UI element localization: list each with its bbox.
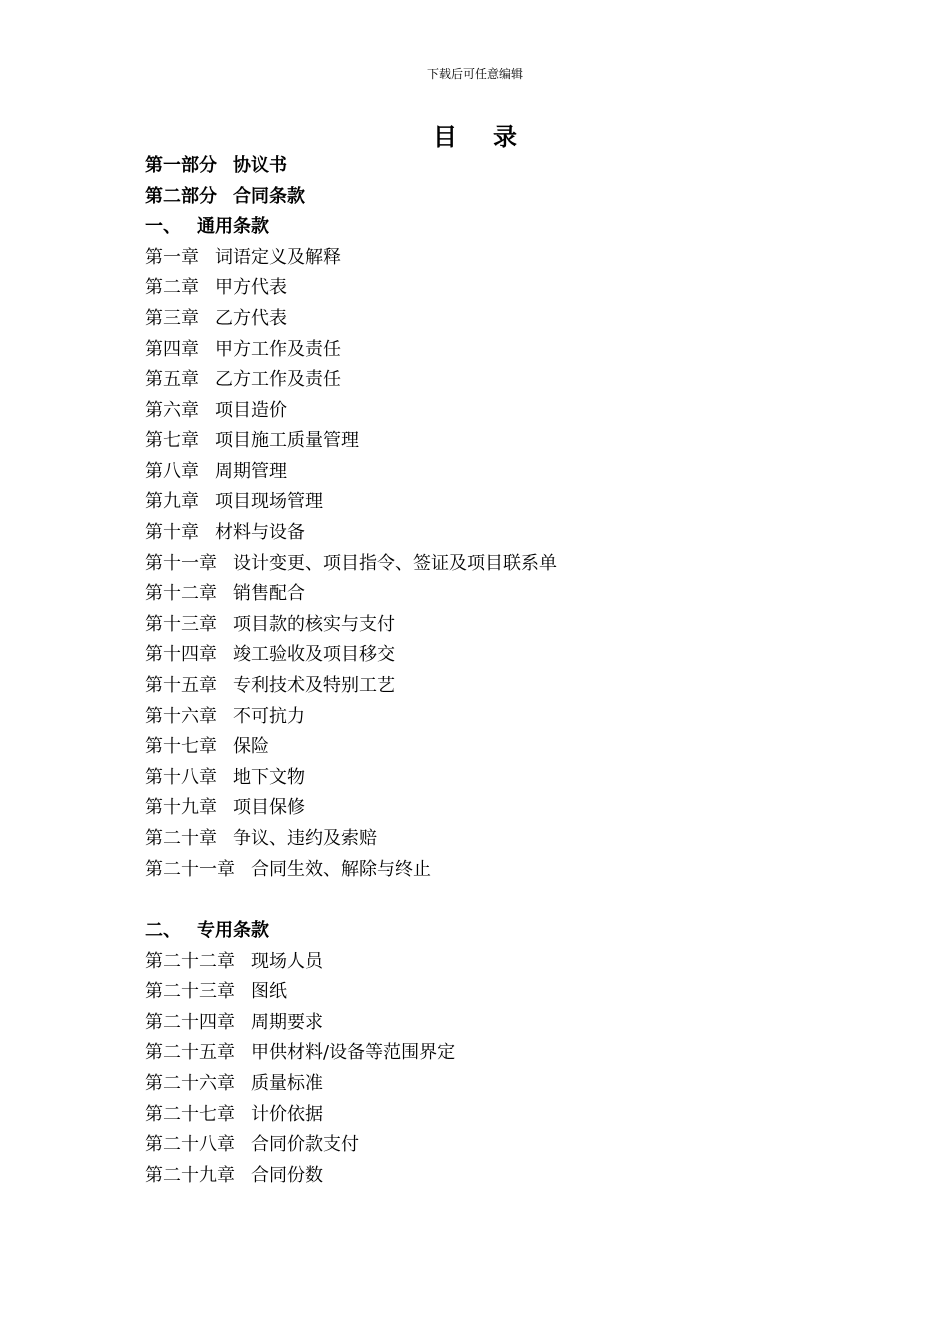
toc-entry-label: 第七章 <box>145 430 199 451</box>
toc-entry-text: 合同份数 <box>251 1165 323 1186</box>
toc-entry-label: 第八章 <box>145 461 199 482</box>
toc-entry <box>145 1011 323 1035</box>
toc-entry <box>145 185 305 209</box>
toc-entry-text: 甲方工作及责任 <box>215 339 341 360</box>
toc-entry <box>145 368 341 392</box>
toc-entry-text: 现场人员 <box>251 951 323 972</box>
toc-entry-label: 第十四章 <box>145 644 217 665</box>
toc-entry <box>145 674 395 698</box>
toc-entry <box>145 950 323 974</box>
toc-entry <box>145 154 287 178</box>
toc-entry-text: 项目保修 <box>233 797 305 818</box>
toc-entry-text: 词语定义及解释 <box>215 247 341 268</box>
toc-entry-text: 甲方代表 <box>215 277 287 298</box>
toc-entry-label: 第二十二章 <box>145 951 235 972</box>
toc-entry-label: 第二十五章 <box>145 1042 235 1063</box>
toc-entry-text: 不可抗力 <box>233 706 305 727</box>
toc-entry-text: 乙方代表 <box>215 308 287 329</box>
toc-entry <box>145 613 395 637</box>
toc-entry-text: 竣工验收及项目移交 <box>233 644 395 665</box>
toc-entry <box>145 399 287 423</box>
toc-entry-text: 乙方工作及责任 <box>215 369 341 390</box>
toc-entry-label: 二、 <box>145 920 181 941</box>
toc-entry-label: 第九章 <box>145 491 199 512</box>
toc-entry-label: 第十一章 <box>145 553 217 574</box>
toc-entry-label: 第十二章 <box>145 583 217 604</box>
toc-entry <box>145 643 395 667</box>
toc-entry-label: 第二十四章 <box>145 1012 235 1033</box>
toc-entry <box>145 215 269 239</box>
page-header-note: 下载后可任意编辑 <box>426 67 523 81</box>
toc-entry-text: 项目造价 <box>215 400 287 421</box>
toc-entry-label: 第十五章 <box>145 675 217 696</box>
toc-title-char-2: 录 <box>493 122 517 151</box>
toc-entry-label: 第十八章 <box>145 767 217 788</box>
toc-entry-text: 项目款的核实与支付 <box>233 614 395 635</box>
toc-entry-label: 第十七章 <box>145 736 217 757</box>
toc-entry <box>145 521 305 545</box>
toc-entry-text: 通用条款 <box>197 216 269 237</box>
toc-entry-label: 第二章 <box>145 277 199 298</box>
toc-entry <box>145 827 377 851</box>
toc-entry <box>145 1164 323 1188</box>
toc-entry <box>145 1041 455 1065</box>
toc-entry-label: 第二十六章 <box>145 1073 235 1094</box>
toc-entry <box>145 276 287 300</box>
toc-entry <box>145 858 431 882</box>
toc-entry-label: 第五章 <box>145 369 199 390</box>
toc-entry-label: 第十章 <box>145 522 199 543</box>
toc-title-char-1: 目 <box>433 122 457 151</box>
toc-entry-text: 专利技术及特别工艺 <box>233 675 395 696</box>
toc-title <box>0 122 950 152</box>
toc-entry-text: 争议、违约及索赔 <box>233 828 377 849</box>
toc-entry-label: 一、 <box>145 216 181 237</box>
toc-entry-text: 协议书 <box>233 155 287 176</box>
toc-entry <box>145 307 287 331</box>
toc-entry-label: 第一部分 <box>145 155 217 176</box>
toc-entry-text: 项目施工质量管理 <box>215 430 359 451</box>
toc-entry-text: 周期管理 <box>215 461 287 482</box>
toc-entry-text: 计价依据 <box>251 1104 323 1125</box>
toc-entry <box>145 460 287 484</box>
toc-entry <box>145 1103 323 1127</box>
toc-entry-label: 第二十一章 <box>145 859 235 880</box>
toc-entry-label: 第六章 <box>145 400 199 421</box>
toc-entry-label: 第二十九章 <box>145 1165 235 1186</box>
toc-entry-label: 第二十章 <box>145 828 217 849</box>
toc-entry-label: 第二十三章 <box>145 981 235 1002</box>
toc-entry-text: 材料与设备 <box>215 522 305 543</box>
toc-entry-text: 合同价款支付 <box>251 1134 359 1155</box>
toc-entry-label: 第一章 <box>145 247 199 268</box>
toc-entry-label: 第四章 <box>145 339 199 360</box>
toc-entry-text: 合同生效、解除与终止 <box>251 859 431 880</box>
toc-entry-label: 第十九章 <box>145 797 217 818</box>
toc-entry-text: 销售配合 <box>233 583 305 604</box>
toc-entry <box>145 735 269 759</box>
toc-entry <box>145 766 305 790</box>
toc-entry-text: 甲供材料/设备等范围界定 <box>251 1042 456 1063</box>
toc-entry <box>145 338 341 362</box>
toc-entry <box>145 1133 359 1157</box>
toc-entry-text: 保险 <box>233 736 269 757</box>
toc-entry-text: 图纸 <box>251 981 287 1002</box>
toc-entry-label: 第三章 <box>145 308 199 329</box>
toc-entry-text: 项目现场管理 <box>215 491 323 512</box>
toc-entry-label: 第二十七章 <box>145 1104 235 1125</box>
toc-entry <box>145 429 359 453</box>
toc-entry <box>145 246 341 270</box>
toc-entry-text: 质量标准 <box>251 1073 323 1094</box>
toc-entry <box>145 1072 323 1096</box>
toc-entry <box>145 490 323 514</box>
toc-entry-label: 第二部分 <box>145 186 217 207</box>
toc-entry <box>145 980 287 1004</box>
toc-entry-text: 地下文物 <box>233 767 305 788</box>
toc-entry-text: 设计变更、项目指令、签证及项目联系单 <box>233 553 557 574</box>
toc-entry-label: 第二十八章 <box>145 1134 235 1155</box>
toc-entry-text: 合同条款 <box>233 186 305 207</box>
toc-entry-label: 第十三章 <box>145 614 217 635</box>
toc-entry <box>145 796 305 820</box>
toc-entry-text: 专用条款 <box>197 920 269 941</box>
toc-entry <box>145 552 557 576</box>
toc-entry <box>145 919 269 943</box>
toc-entry-label: 第十六章 <box>145 706 217 727</box>
toc-entry <box>145 705 305 729</box>
toc-entry <box>145 582 305 606</box>
toc-entry-text: 周期要求 <box>251 1012 323 1033</box>
